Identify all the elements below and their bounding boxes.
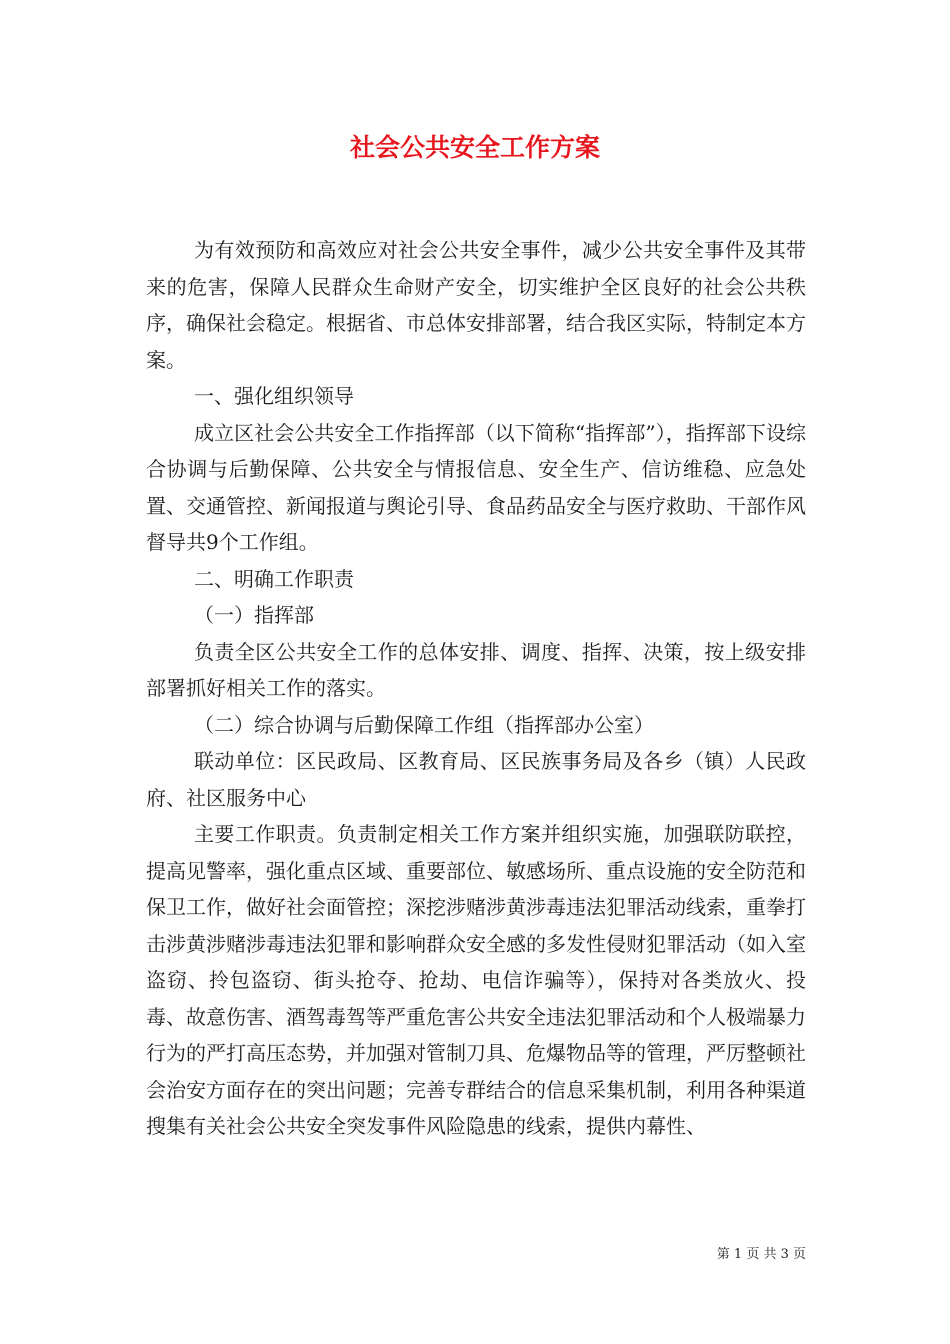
paragraph-linked-units: 联动单位：区民政局、区教育局、区民族事务局及各乡（镇）人民政府、社区服务中心 xyxy=(146,749,806,810)
paragraph-main-duties: 主要工作职责。负责制定相关工作方案并组织实施，加强联防联控，提高见警率，强化重点区域、重要部位、敏感场所、重点设施的安全防范和保卫工作，做好社会面管控；深挖涉赌涉黄涉毒违法犯罪活动线索，重拳打击涉黄涉赌涉毒违法犯罪和影响群众安全感的多发性侵财犯罪活动（如入室盗窃、拎包盗窃、街头抢夺、抢劫、电信诈骗等），保持对各类放火、投毒、故意伤害、酒驾毒驾等严重危害公共安全违法犯罪活动和个人极端暴力行为的严打高压态势，并加强对管制刀具、危爆物品等的管理，严厉整顿社会治安方面存在的突出问题；完善专群结合的信息采集机制，利用各种渠道搜集有关社会公共安全突发事件风险隐患的线索，提供内幕性、 xyxy=(146,822,806,1138)
subheading-command: （一）指挥部 xyxy=(194,603,314,627)
heading-section-1: 一、强化组织领导 xyxy=(194,384,354,408)
paragraph-command: 负责全区公共安全工作的总体安排、调度、指挥、决策，按上级安排部署抓好相关工作的落实。 xyxy=(146,639,806,700)
document-body xyxy=(146,232,806,1145)
page-number: 第 1 页 共 3 页 xyxy=(716,1247,806,1262)
paragraph-intro: 为有效预防和高效应对社会公共安全事件，减少公共安全事件及其带来的危害，保障人民群众生命财产安全，切实维护全区良好的社会公共秩序，确保社会稳定。根据省、市总体安排部署，结合我区实际，特制定本方案。 xyxy=(146,238,806,372)
document-title: 社会公共安全工作方案 xyxy=(349,133,600,162)
paragraph-section-1: 成立区社会公共安全工作指挥部（以下简称“指挥部”），指挥部下设综合协调与后勤保障、公共安全与情报信息、安全生产、信访维稳、应急处置、交通管控、新闻报道与舆论引导、食品药品安全与医疗救助、干部作风督导共9个工作组。 xyxy=(146,420,806,554)
heading-section-2: 二、明确工作职责 xyxy=(194,566,354,591)
subheading-coordination: （二）综合协调与后勤保障工作组（指挥部办公室） xyxy=(194,712,654,737)
